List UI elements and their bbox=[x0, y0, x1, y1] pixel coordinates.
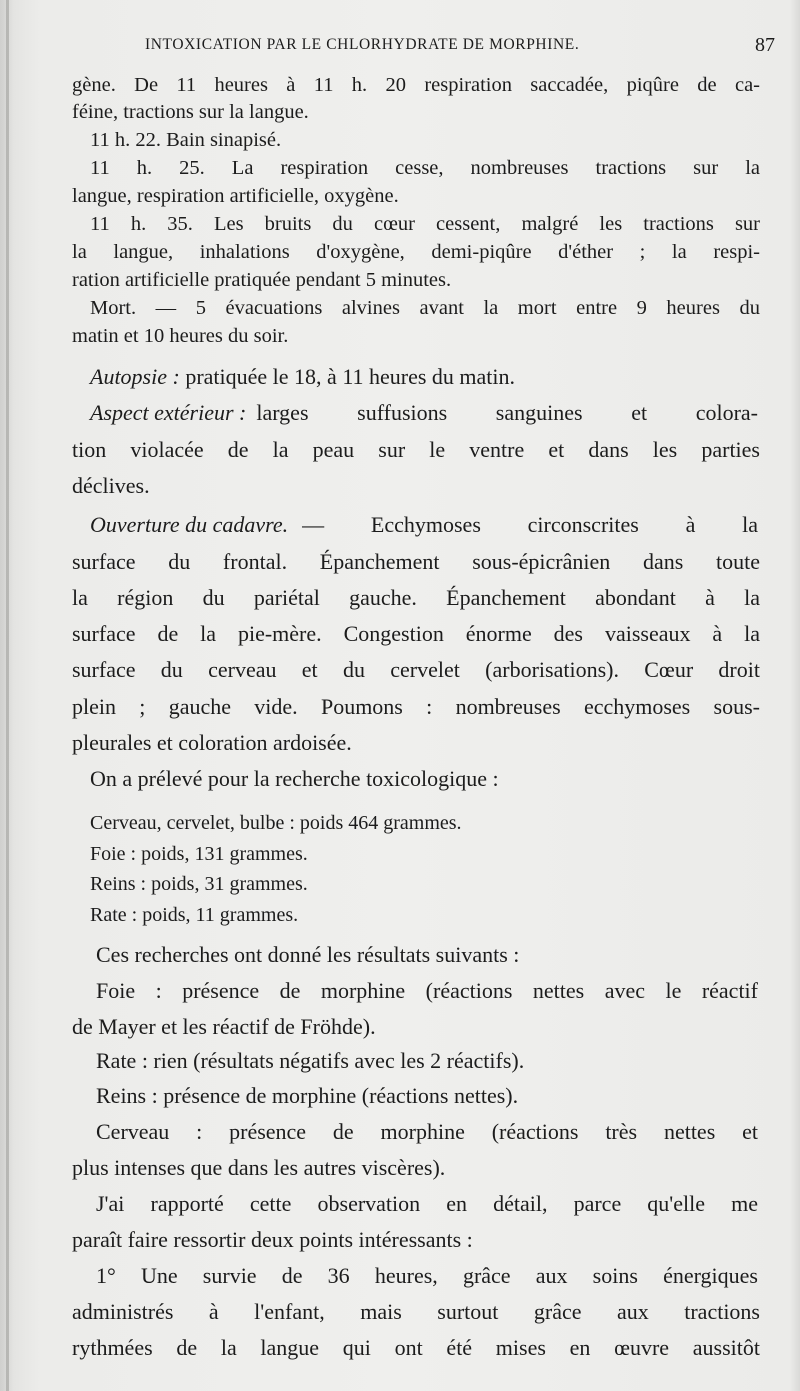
text-line: surface du frontal. Épanchement sous-épicrânien dans toute bbox=[72, 549, 760, 574]
running-title: INTOXICATION PAR LE CHLORHYDRATE DE MORPHINE. bbox=[145, 36, 580, 53]
text-line: 11 h. 35. Les bruits du cœur cessent, malgré les tractions sur bbox=[90, 213, 760, 235]
text-line: ration artificielle pratiquée pendant 5 minutes. bbox=[72, 269, 452, 291]
ouverture-label: Ouverture du cadavre. bbox=[90, 512, 289, 537]
text-line: 11 h. 22. Bain sinapisé. bbox=[90, 129, 282, 151]
text-line: paraît faire ressortir deux points intéressants : bbox=[72, 1227, 473, 1252]
sample-item: Foie : poids, 131 grammes. bbox=[90, 843, 308, 865]
text-line: 1° Une survie de 36 heures, grâce aux soins énergiques bbox=[96, 1263, 758, 1288]
text-line: déclives. bbox=[72, 473, 150, 498]
aspect-line bbox=[90, 400, 758, 426]
text-line: féine, tractions sur la langue. bbox=[72, 101, 309, 123]
text-line: On a prélevé pour la recherche toxicologique : bbox=[90, 766, 499, 791]
ouverture-text: — Ecchymoses circonscrites à la bbox=[302, 512, 758, 537]
text-line: Ces recherches ont donné les résultats suivants : bbox=[96, 942, 520, 967]
page-header bbox=[145, 34, 775, 60]
text-line: gène. De 11 heures à 11 h. 20 respiration saccadée, piqûre de ca- bbox=[72, 74, 760, 96]
text-line: matin et 10 heures du soir. bbox=[72, 325, 289, 347]
text-line: rythmées de la langue qui ont été mises en œuvre aussitôt bbox=[72, 1335, 760, 1360]
text-line: 11 h. 25. La respiration cesse, nombreuses tractions sur la bbox=[90, 157, 760, 179]
sample-item: Rate : poids, 11 grammes. bbox=[90, 904, 299, 926]
text-line: plus intenses que dans les autres viscères). bbox=[72, 1155, 446, 1180]
text-line: tion violacée de la peau sur le ventre et dans les parties bbox=[72, 437, 760, 462]
sample-item: Cerveau, cervelet, bulbe : poids 464 grammes. bbox=[90, 812, 462, 834]
aspect-label: Aspect extérieur : bbox=[90, 400, 247, 425]
text-line: de Mayer et les réactif de Fröhde). bbox=[72, 1014, 376, 1039]
text-line: Rate : rien (résultats négatifs avec les 2 réactifs). bbox=[96, 1048, 525, 1073]
text-line: la langue, inhalations d'oxygène, demi-piqûre d'éther ; la respi- bbox=[72, 241, 760, 263]
aspect-text: larges suffusions sanguines et colora- bbox=[256, 400, 758, 425]
text-line: Mort. — 5 évacuations alvines avant la mort entre 9 heures du bbox=[90, 297, 760, 319]
autopsie-text: pratiquée le 18, à 11 heures du matin. bbox=[185, 364, 516, 389]
sample-item: Reins : poids, 31 grammes. bbox=[90, 873, 308, 895]
text-line: Foie : présence de morphine (réactions nettes avec le réactif bbox=[96, 978, 758, 1003]
ouverture-line bbox=[90, 512, 758, 538]
text-line: administrés à l'enfant, mais surtout grâce aux tractions bbox=[72, 1299, 760, 1324]
text-line: surface du cerveau et du cervelet (arborisations). Cœur droit bbox=[72, 657, 760, 682]
text-line: plein ; gauche vide. Poumons : nombreuses ecchymoses sous- bbox=[72, 694, 760, 719]
page-number: 87 bbox=[755, 34, 775, 56]
text-line: pleurales et coloration ardoisée. bbox=[72, 730, 352, 755]
text-line: langue, respiration artificielle, oxygène. bbox=[72, 185, 399, 207]
text-line: la région du pariétal gauche. Épanchement abondant à la bbox=[72, 585, 760, 610]
text-line: J'ai rapporté cette observation en détail, parce qu'elle me bbox=[96, 1191, 758, 1216]
binding-gutter bbox=[6, 0, 9, 1391]
autopsie-label: Autopsie : bbox=[90, 364, 180, 389]
text-line: surface de la pie-mère. Congestion énorme des vaisseaux à la bbox=[72, 621, 760, 646]
text-line: Cerveau : présence de morphine (réactions très nettes et bbox=[96, 1119, 758, 1144]
text-line: Reins : présence de morphine (réactions nettes). bbox=[96, 1083, 519, 1108]
autopsie-line bbox=[90, 364, 515, 390]
